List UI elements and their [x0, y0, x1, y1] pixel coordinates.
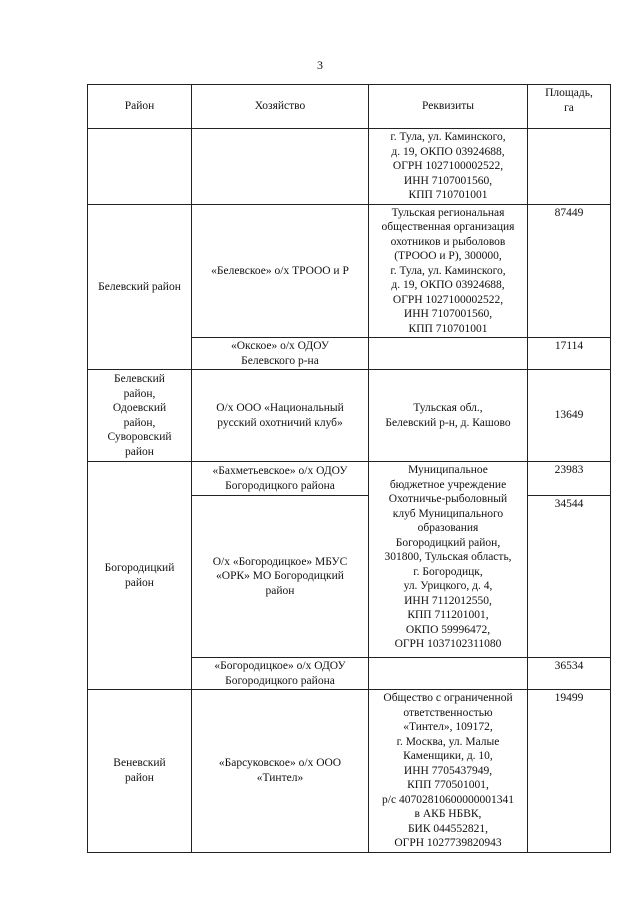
- area-cell: [528, 129, 611, 205]
- area-cell: 34544: [528, 496, 611, 658]
- area-cell: 13649: [528, 370, 611, 462]
- farm-cell: О/х ООО «Национальный русский охотничий клуб»: [192, 370, 369, 462]
- district-cell: Белевский район, Одоевский район, Суворовский район: [88, 370, 192, 462]
- details-cell: г. Тула, ул. Каминского, д. 19, ОКПО 03924688, ОГРН 1027100002522, ИНН 7107001560, КПП 710701001: [369, 129, 528, 205]
- table-row: [88, 129, 611, 205]
- table-row: [88, 370, 611, 462]
- farm-cell: «Богородицкое» о/х ОДОУ Богородицкого района: [192, 658, 369, 690]
- details-cell: [369, 338, 528, 370]
- farm-cell: [192, 129, 369, 205]
- table-row: [88, 462, 611, 496]
- district-cell: [88, 129, 192, 205]
- district-cell: Белевский район: [88, 204, 192, 370]
- header-area: Площадь, га: [528, 85, 611, 129]
- page-number: 3: [317, 58, 323, 72]
- table-header-row: [88, 85, 611, 129]
- district-cell: Веневский район: [88, 690, 192, 853]
- area-cell: 87449: [528, 204, 611, 338]
- details-cell: Тульская региональная общественная организация охотников и рыболовов (ТРООО и Р), 300000, г. Тула, ул. Каминского, д. 19, ОКПО 03924688, ОГРН 1027100002522, ИНН 7107001560, КПП 710701001: [369, 204, 528, 338]
- header-district: Район: [88, 85, 192, 129]
- table-row: [88, 690, 611, 853]
- details-cell: Общество с ограниченной ответственностью «Тинтел», 109172, г. Москва, ул. Малые Каменщики, д. 10, ИНН 7705437949, КПП 770501001, р/с 40702810600000001341 в АКБ НБВК, БИК 044552821, ОГРН 1027739820943: [369, 690, 528, 853]
- area-cell: 19499: [528, 690, 611, 853]
- hunting-grounds-table: [87, 84, 611, 853]
- farm-cell: «Барсуковское» о/х ООО «Тинтел»: [192, 690, 369, 853]
- farm-cell: О/х «Богородицкое» МБУС «ОРК» МО Богородицкий район: [192, 496, 369, 658]
- details-cell: Тульская обл., Белевский р-н, д. Кашово: [369, 370, 528, 462]
- farm-cell: «Окское» о/х ОДОУ Белевского р-на: [192, 338, 369, 370]
- details-cell: Муниципальное бюджетное учреждение Охотничье-рыболовный клуб Муниципального образования Богородицкий район, 301800, Тульская область, г. Богородицк, ул. Урицкого, д. 4, ИНН 7112012550, КПП 711201001, ОКПО 59996472, ОГРН 1037102311080: [369, 462, 528, 658]
- farm-cell: «Бахметьевское» о/х ОДОУ Богородицкого района: [192, 462, 369, 496]
- area-cell: 36534: [528, 658, 611, 690]
- table-row: [88, 204, 611, 338]
- header-farm: Хозяйство: [192, 85, 369, 129]
- area-cell: 17114: [528, 338, 611, 370]
- header-details: Реквизиты: [369, 85, 528, 129]
- farm-cell: «Белевское» о/х ТРООО и Р: [192, 204, 369, 338]
- area-cell: 23983: [528, 462, 611, 496]
- details-cell: [369, 658, 528, 690]
- district-cell: Богородицкий район: [88, 462, 192, 690]
